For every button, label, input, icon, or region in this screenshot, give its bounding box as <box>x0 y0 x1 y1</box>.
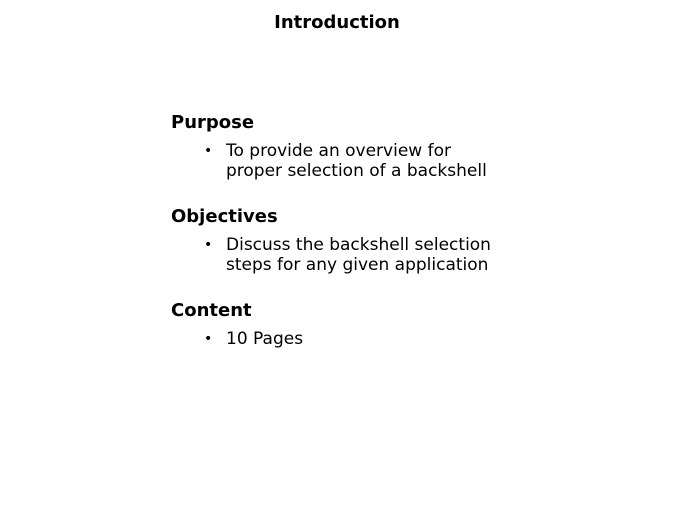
bullet-text-line: Discuss the backshell selection <box>226 235 491 255</box>
bullet-text-line: 10 Pages <box>226 329 304 349</box>
bullet-item <box>171 141 641 181</box>
bullet-item <box>171 329 641 349</box>
section-heading: Purpose <box>171 112 255 133</box>
bullet-text-line: steps for any given application <box>226 255 489 275</box>
section-objectives <box>171 205 641 275</box>
bullet-icon: • <box>204 237 213 253</box>
section-purpose <box>171 111 641 181</box>
bullet-list <box>171 329 641 349</box>
bullet-list <box>171 235 641 275</box>
bullet-text-line: proper selection of a backshell <box>226 161 487 181</box>
slide-content <box>171 111 641 373</box>
bullet-item <box>171 235 641 275</box>
bullet-icon: • <box>204 331 213 347</box>
slide-title: Introduction <box>274 12 400 33</box>
bullet-text-line: To provide an overview for <box>226 141 451 161</box>
bullet-list <box>171 141 641 181</box>
section-heading: Objectives <box>171 206 278 227</box>
section-content <box>171 299 641 349</box>
bullet-icon: • <box>204 143 213 159</box>
section-heading: Content <box>171 300 252 321</box>
